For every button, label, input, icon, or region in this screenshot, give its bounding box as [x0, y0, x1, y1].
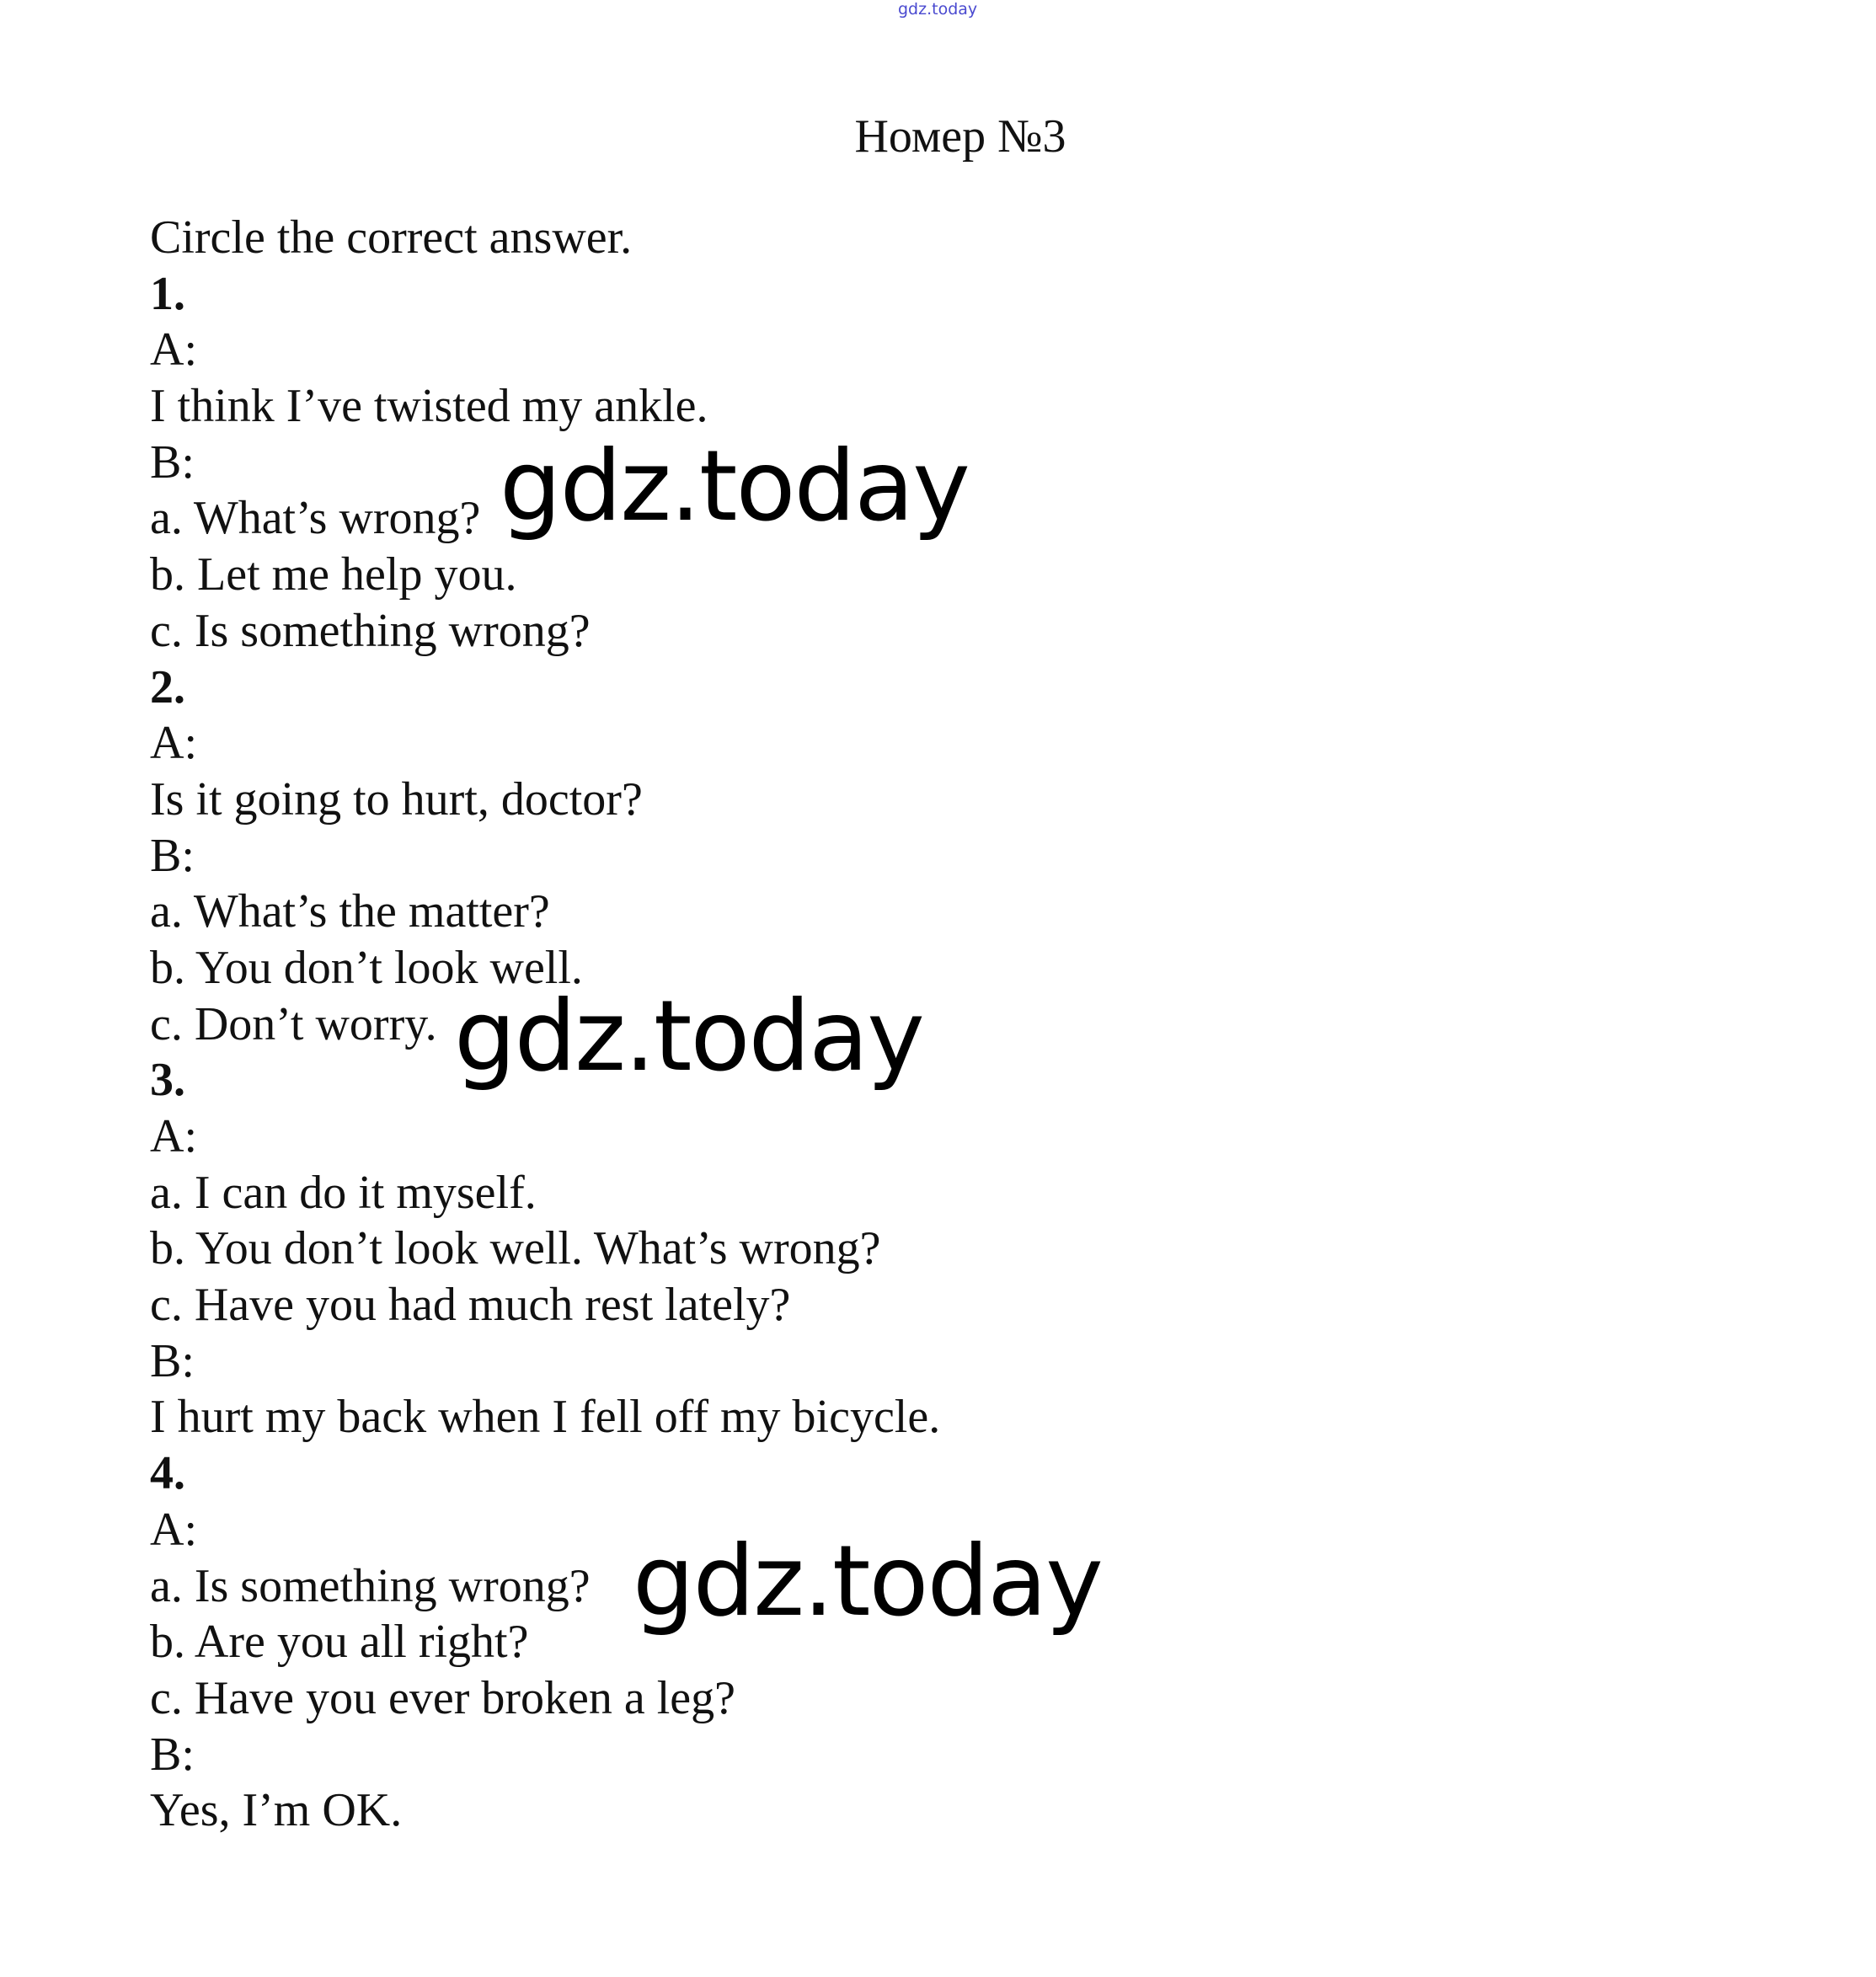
question-2-a-label: A:	[150, 717, 197, 770]
question-2-number: 2.	[150, 660, 185, 713]
question-4-number: 4.	[150, 1447, 185, 1500]
question-4-a-label: A:	[150, 1503, 197, 1556]
question-4-option-c[interactable]: c. Have you ever broken a leg?	[150, 1671, 735, 1724]
question-1-a-label: A:	[150, 323, 197, 377]
question-2-option-b[interactable]: b. You don’t look well.	[150, 941, 583, 994]
top-watermark: gdz.today	[898, 0, 978, 19]
question-2-option-a[interactable]: a. What’s the matter?	[150, 885, 550, 938]
question-3-number: 3.	[150, 1054, 185, 1107]
question-1-a-text: I think I’ve twisted my ankle.	[150, 380, 708, 433]
question-4-option-a[interactable]: a. Is something wrong?	[150, 1559, 591, 1612]
question-3-a-label: A:	[150, 1110, 197, 1162]
question-3-b-label: B:	[150, 1334, 195, 1387]
question-1-number: 1.	[150, 267, 185, 320]
question-3-option-b[interactable]: b. You don’t look well. What’s wrong?	[150, 1222, 881, 1275]
question-3-b-text: I hurt my back when I fell off my bicycle.	[150, 1391, 941, 1444]
question-4-b-label: B:	[150, 1728, 195, 1781]
watermark: gdz.today	[454, 980, 923, 1093]
question-2-b-label: B:	[150, 829, 195, 882]
question-2-a-text: Is it going to hurt, doctor?	[150, 772, 643, 826]
question-3-option-c[interactable]: c. Have you had much rest lately?	[150, 1279, 791, 1332]
question-1-option-b[interactable]: b. Let me help you.	[150, 548, 517, 601]
question-1-option-c[interactable]: c. Is something wrong?	[150, 604, 591, 657]
question-1-b-label: B:	[150, 435, 195, 489]
watermark: gdz.today	[633, 1525, 1102, 1638]
question-4-option-b[interactable]: b. Are you all right?	[150, 1616, 529, 1669]
watermark: gdz.today	[500, 430, 969, 543]
question-3-option-a[interactable]: a. I can do it myself.	[150, 1166, 537, 1219]
page-title: Номер №3	[854, 110, 1066, 163]
question-2-option-c[interactable]: c. Don’t worry.	[150, 997, 437, 1050]
question-4-b-text: Yes, I’m OK.	[150, 1784, 403, 1837]
question-1-option-a[interactable]: a. What’s wrong?	[150, 492, 481, 545]
instruction: Circle the correct answer.	[150, 211, 633, 264]
